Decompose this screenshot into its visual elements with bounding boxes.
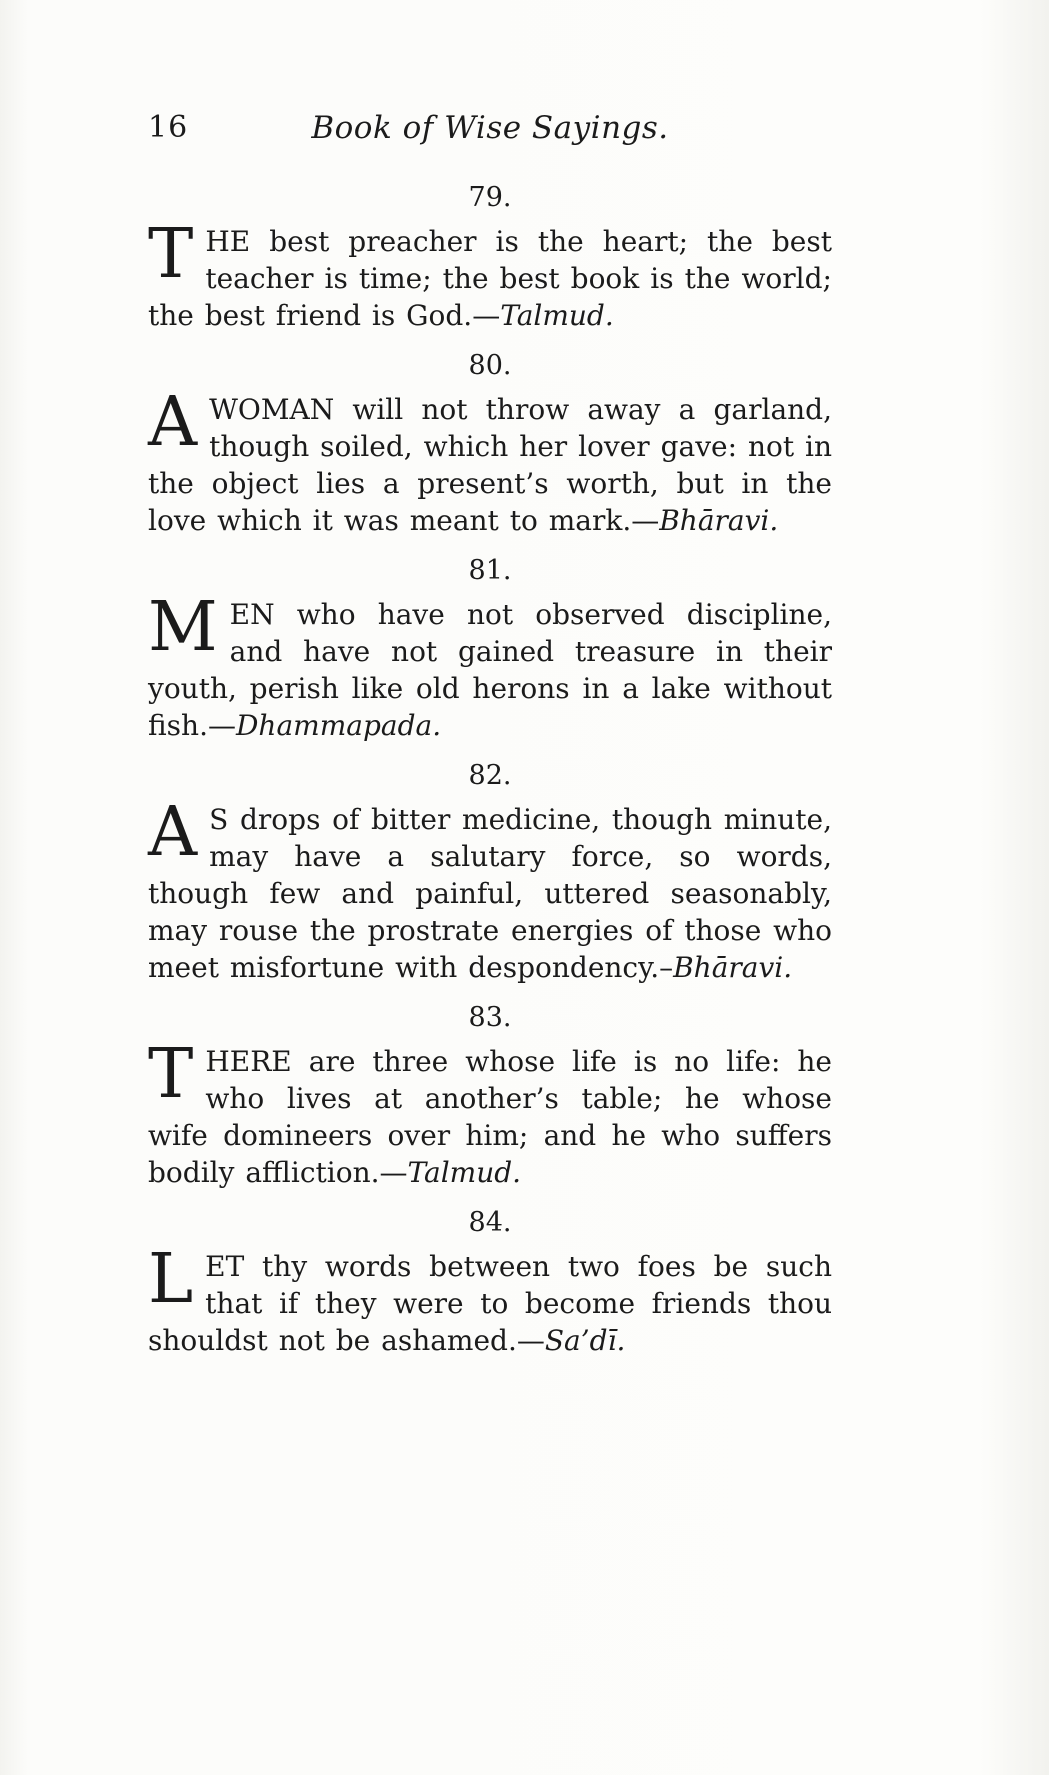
drop-cap: T	[148, 1035, 194, 1114]
drop-cap: A	[148, 793, 198, 872]
attribution-dash: –	[659, 951, 674, 984]
saying-text	[148, 1240, 832, 1359]
saying-body: ET thy words between two foes be such that if they were to become friends thou shouldst not be ashamed.	[148, 1250, 832, 1357]
saying-79	[148, 182, 832, 334]
saying-text	[148, 793, 832, 986]
page-number: 16	[148, 110, 189, 145]
saying-80	[148, 350, 832, 539]
saying-text	[148, 588, 832, 744]
attribution-dash: —	[516, 1324, 545, 1357]
saying-text	[148, 383, 832, 539]
drop-cap: A	[148, 383, 198, 462]
saying-text	[148, 215, 832, 334]
book-page	[148, 110, 832, 1359]
attribution-dash: —	[631, 504, 660, 537]
saying-number: 81.	[468, 555, 512, 586]
saying-body: HERE are three whose life is no life: he who lives at another’s table; he whose wife domineers over him; and he who suffers bodily affliction.	[148, 1045, 832, 1189]
attribution: Talmud.	[407, 1156, 522, 1189]
saying-body: WOMAN will not throw away a garland, though soiled, which her lover gave: not in the object lies a present’s worth, but in the love which it was meant to mark.	[148, 393, 832, 537]
drop-cap: L	[148, 1240, 194, 1319]
saying-82	[148, 760, 832, 986]
saying-number: 82.	[468, 760, 512, 791]
attribution: Sa’dī.	[544, 1324, 626, 1357]
attribution-dash: —	[379, 1156, 408, 1189]
attribution-dash: —	[472, 299, 501, 332]
attribution: Talmud.	[500, 299, 614, 332]
saying-number: 80.	[468, 350, 512, 381]
saying-body: HE best preacher is the heart; the best teacher is time; the best book is the world; the best friend is God.	[148, 225, 832, 332]
attribution: Dhammapada.	[235, 709, 442, 742]
saying-84	[148, 1207, 832, 1359]
saying-body: S drops of bitter medicine, though minute, may have a salutary force, so words, though few and painful, uttered seasonably, may rouse the prostrate energies of those who meet misfortune with despondency.	[148, 803, 832, 984]
saying-number: 84.	[468, 1207, 512, 1238]
running-title: Book of Wise Sayings.	[311, 110, 669, 146]
page-header	[148, 110, 832, 158]
saying-text	[148, 1035, 832, 1191]
saying-body: EN who have not observed discipline, and have not gained treasure in their youth, perish like old herons in a lake without fish.	[148, 598, 832, 742]
saying-83	[148, 1002, 832, 1191]
drop-cap: M	[148, 588, 218, 667]
attribution-dash: —	[207, 709, 236, 742]
attribution: Bhāravi.	[673, 951, 793, 984]
saying-number: 83.	[468, 1002, 512, 1033]
drop-cap: T	[148, 215, 194, 294]
saying-number: 79.	[468, 182, 512, 213]
saying-81	[148, 555, 832, 744]
attribution: Bhāravi.	[659, 504, 779, 537]
